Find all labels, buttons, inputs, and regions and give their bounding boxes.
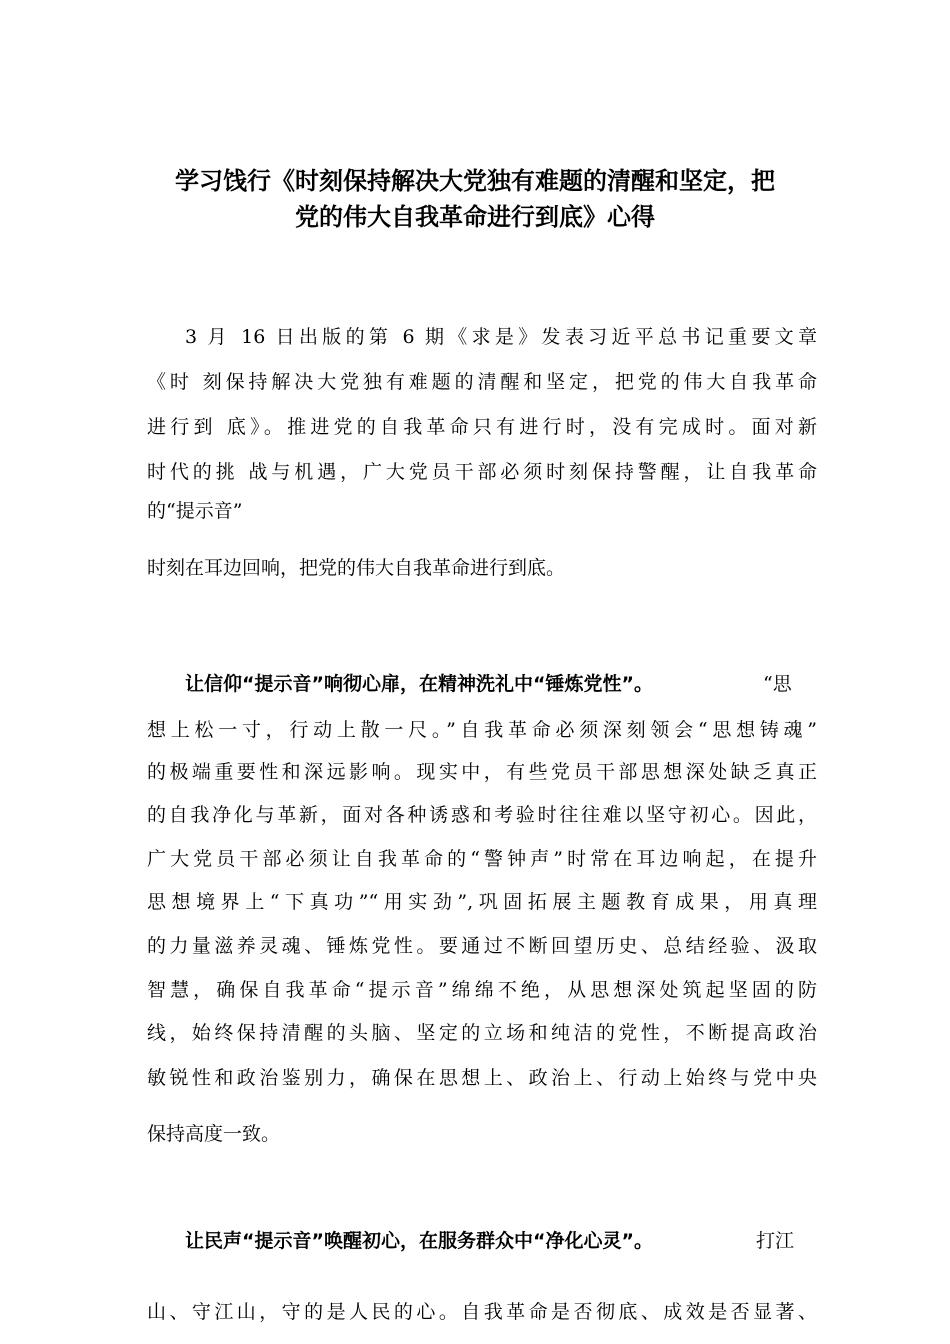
p3-heading-tail: 打江: [756, 1230, 795, 1252]
title-line-2: 党的伟大自我革命进行到底》心得: [295, 203, 655, 231]
p2-line-5: 思想境界上“下真功”“用实劲”,巩固拓展主题教育成果，用真理: [147, 891, 817, 913]
document-title: [120, 163, 830, 235]
p2-line-9: 敏锐性和政治鉴别力，确保在思想上、政治上、行动上始终与党中央: [147, 1067, 817, 1089]
p1-line-1: 3 月 16 日出版的第 6 期《求是》发表习近平总书记重要文章: [185, 326, 817, 348]
p2-line-3: 的自我净化与革新，面对各种诱惑和考验时往往难以坚守初心。因此，: [147, 804, 817, 826]
p1-line-5: 的“提示音”: [147, 500, 243, 522]
p2-line-6: 的力量滋养灵魂、锤炼党性。要通过不断回望历史、总结经验、汲取: [147, 935, 817, 957]
p3-heading: 让民声“提示音”唤醒初心，在服务群众中“净化心灵”。: [185, 1230, 653, 1252]
p2-line-10: 保持高度一致。: [147, 1123, 281, 1145]
p1-line-2: 《时 刻保持解决大党独有难题的清醒和坚定，把党的伟大自我革命: [147, 371, 817, 393]
p2-line-4: 广大党员干部必须让自我革命的“警钟声”时常在耳边响起，在提升: [147, 848, 817, 870]
p3-line-1: 山、守江山，守的是人民的心。自我革命是否彻底、成效是否显著、: [147, 1301, 817, 1323]
p2-heading: 让信仰“提示音”响彻心扉，在精神洗礼中“锤炼党性”。: [185, 673, 653, 695]
p2-line-7: 智慧，确保自我革命“提示音”绵绵不绝，从思想深处筑起坚固的防: [147, 979, 817, 1001]
p1-line-3: 进行到 底》。推进党的自我革命只有进行时，没有完成时。面对新: [147, 416, 817, 438]
title-line-1: 学习饯行《时刻保持解决大党独有难题的清醒和坚定，把: [175, 167, 775, 195]
p1-line-6: 时刻在耳边回响，把党的伟大自我革命进行到底。: [147, 557, 566, 579]
p2-line-1: 想上松一寸，行动上散一尺。”自我革命必须深刻领会“思想铸魂”: [147, 719, 817, 741]
p2-line-8: 线，始终保持清醒的头脑、坚定的立场和纯洁的党性，不断提高政治: [147, 1022, 817, 1044]
p1-line-4: 时代的挑 战与机遇，广大党员干部必须时刻保持警醒，让自我革命: [147, 461, 817, 483]
p2-heading-tail: “思: [763, 673, 792, 695]
p2-line-2: 的极端重要性和深远影响。现实中，有些党员干部思想深处缺乏真正: [147, 761, 817, 783]
